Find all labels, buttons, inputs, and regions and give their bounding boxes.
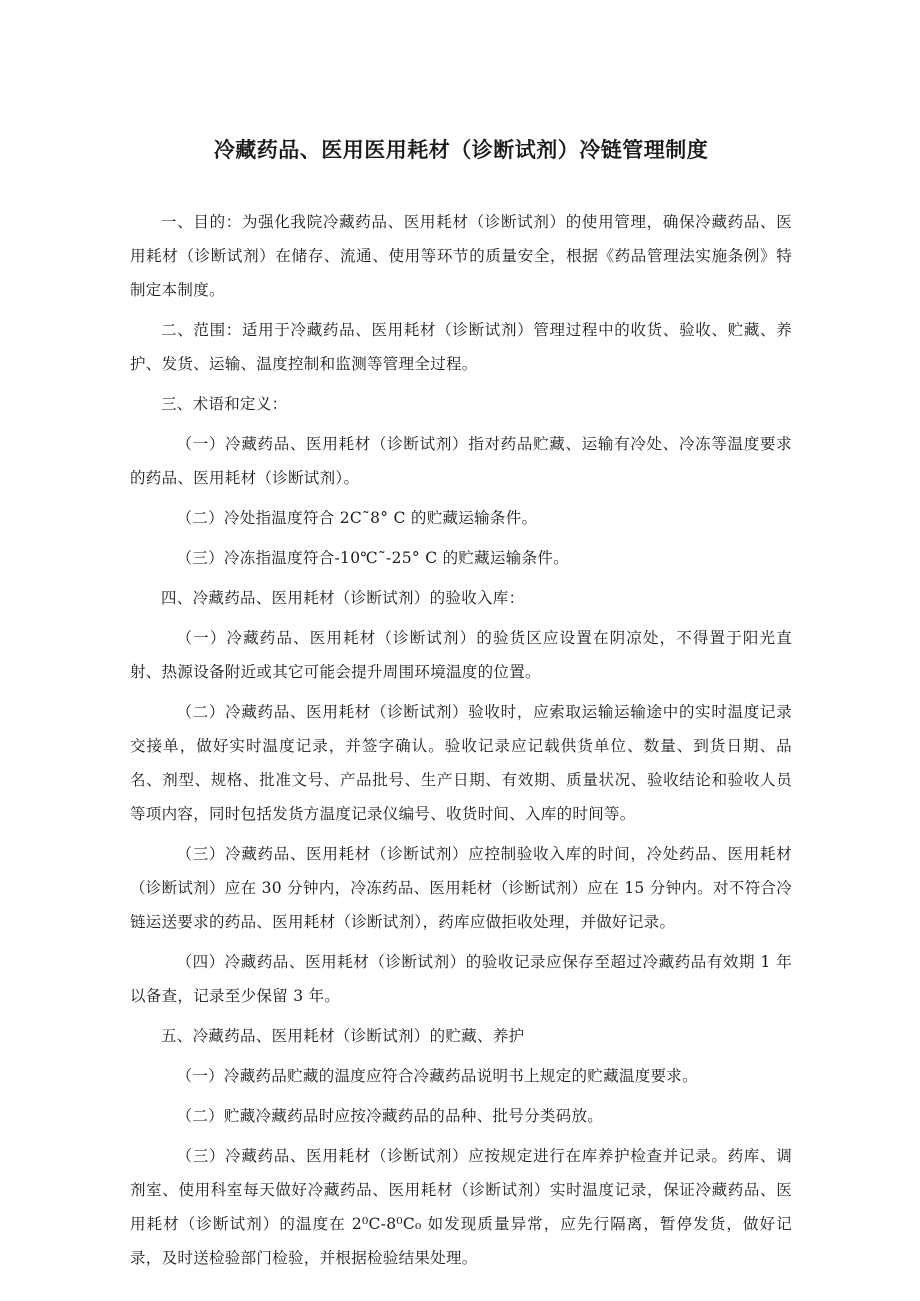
document-paragraph: （一）冷藏药品、医用耗材（诊断试剂）的验货区应设置在阴凉处，不得置于阳光直射、热源设备附近或其它可能会提升周围环境温度的位置。 (130, 629, 792, 681)
document-paragraph: （二）冷处指温度符合 2C˜8° C 的贮藏运输条件。 (176, 509, 538, 527)
document-body (130, 205, 792, 1275)
document-paragraph: 四、冷藏药品、医用耗材（诊断试剂）的验收入库： (161, 589, 525, 607)
document-paragraph: （二）贮藏冷藏药品时应按冷藏药品的品种、批号分类码放。 (176, 1107, 604, 1125)
document-paragraph: （三）冷冻指温度符合-10℃˜-25° C 的贮藏运输条件。 (176, 549, 569, 567)
document-paragraph: 二、范围：适用于冷藏药品、医用耗材（诊断试剂）管理过程中的收货、验收、贮藏、养护、发货、运输、温度控制和监测等管理全过程。 (130, 321, 792, 373)
document-paragraph: （二）冷藏药品、医用耗材（诊断试剂）验收时，应索取运输运输途中的实时温度记录交接单，做好实时温度记录，并签字确认。验收记录应记载供货单位、数量、到货日期、品名、剂型、规格、批准文号、产品批号、生产日期、有效期、质量状况、验收结论和验收人员等项内容，同时包括发货方温度记录仪编号、收货时间、入库的时间等。 (130, 703, 792, 823)
document-paragraph: （一）冷藏药品、医用耗材（诊断试剂）指对药品贮藏、运输有冷处、冷冻等温度要求的药品、医用耗材（诊断试剂）。 (130, 435, 792, 487)
document-paragraph: （三）冷藏药品、医用耗材（诊断试剂）应按规定进行在库养护检查并记录。药库、调剂室、使用科室每天做好冷藏药品、医用耗材（诊断试剂）实时温度记录，保证冷藏药品、医用耗材（诊断试剂）的温度在 2⁰C-8⁰C₀ 如发现质量异常，应先行隔离，暂停发货，做好记录，及时送检验部门检验，并根据检验结果处理。 (130, 1147, 792, 1267)
document-paragraph: 三、术语和定义： (161, 395, 288, 413)
document-paragraph: 一、目的：为强化我院冷藏药品、医用耗材（诊断试剂）的使用管理，确保冷藏药品、医用耗材（诊断试剂）在储存、流通、使用等环节的质量安全，根据《药品管理法实施条例》特制定本制度。 (130, 213, 792, 299)
document-paragraph: 五、冷藏药品、医用耗材（诊断试剂）的贮藏、养护 (161, 1027, 525, 1045)
document-paragraph: （三）冷藏药品、医用耗材（诊断试剂）应控制验收入库的时间，冷处药品、医用耗材（诊断试剂）应在 30 分钟内，冷冻药品、医用耗材（诊断试剂）应在 15 分钟内。对不符合冷链运送要求的药品、医用耗材（诊断试剂），药库应做拒收处理，并做好记录。 (130, 845, 792, 931)
document-paragraph: （四）冷藏药品、医用耗材（诊断试剂）的验收记录应保存至超过冷藏药品有效期 1 年以备查，记录至少保留 3 年。 (130, 953, 792, 1005)
document-paragraph: （一）冷藏药品贮藏的温度应符合冷藏药品说明书上规定的贮藏温度要求。 (176, 1067, 698, 1085)
document-title: 冷藏药品、医用医用耗材（诊断试剂）冷链管理制度 (213, 138, 709, 162)
